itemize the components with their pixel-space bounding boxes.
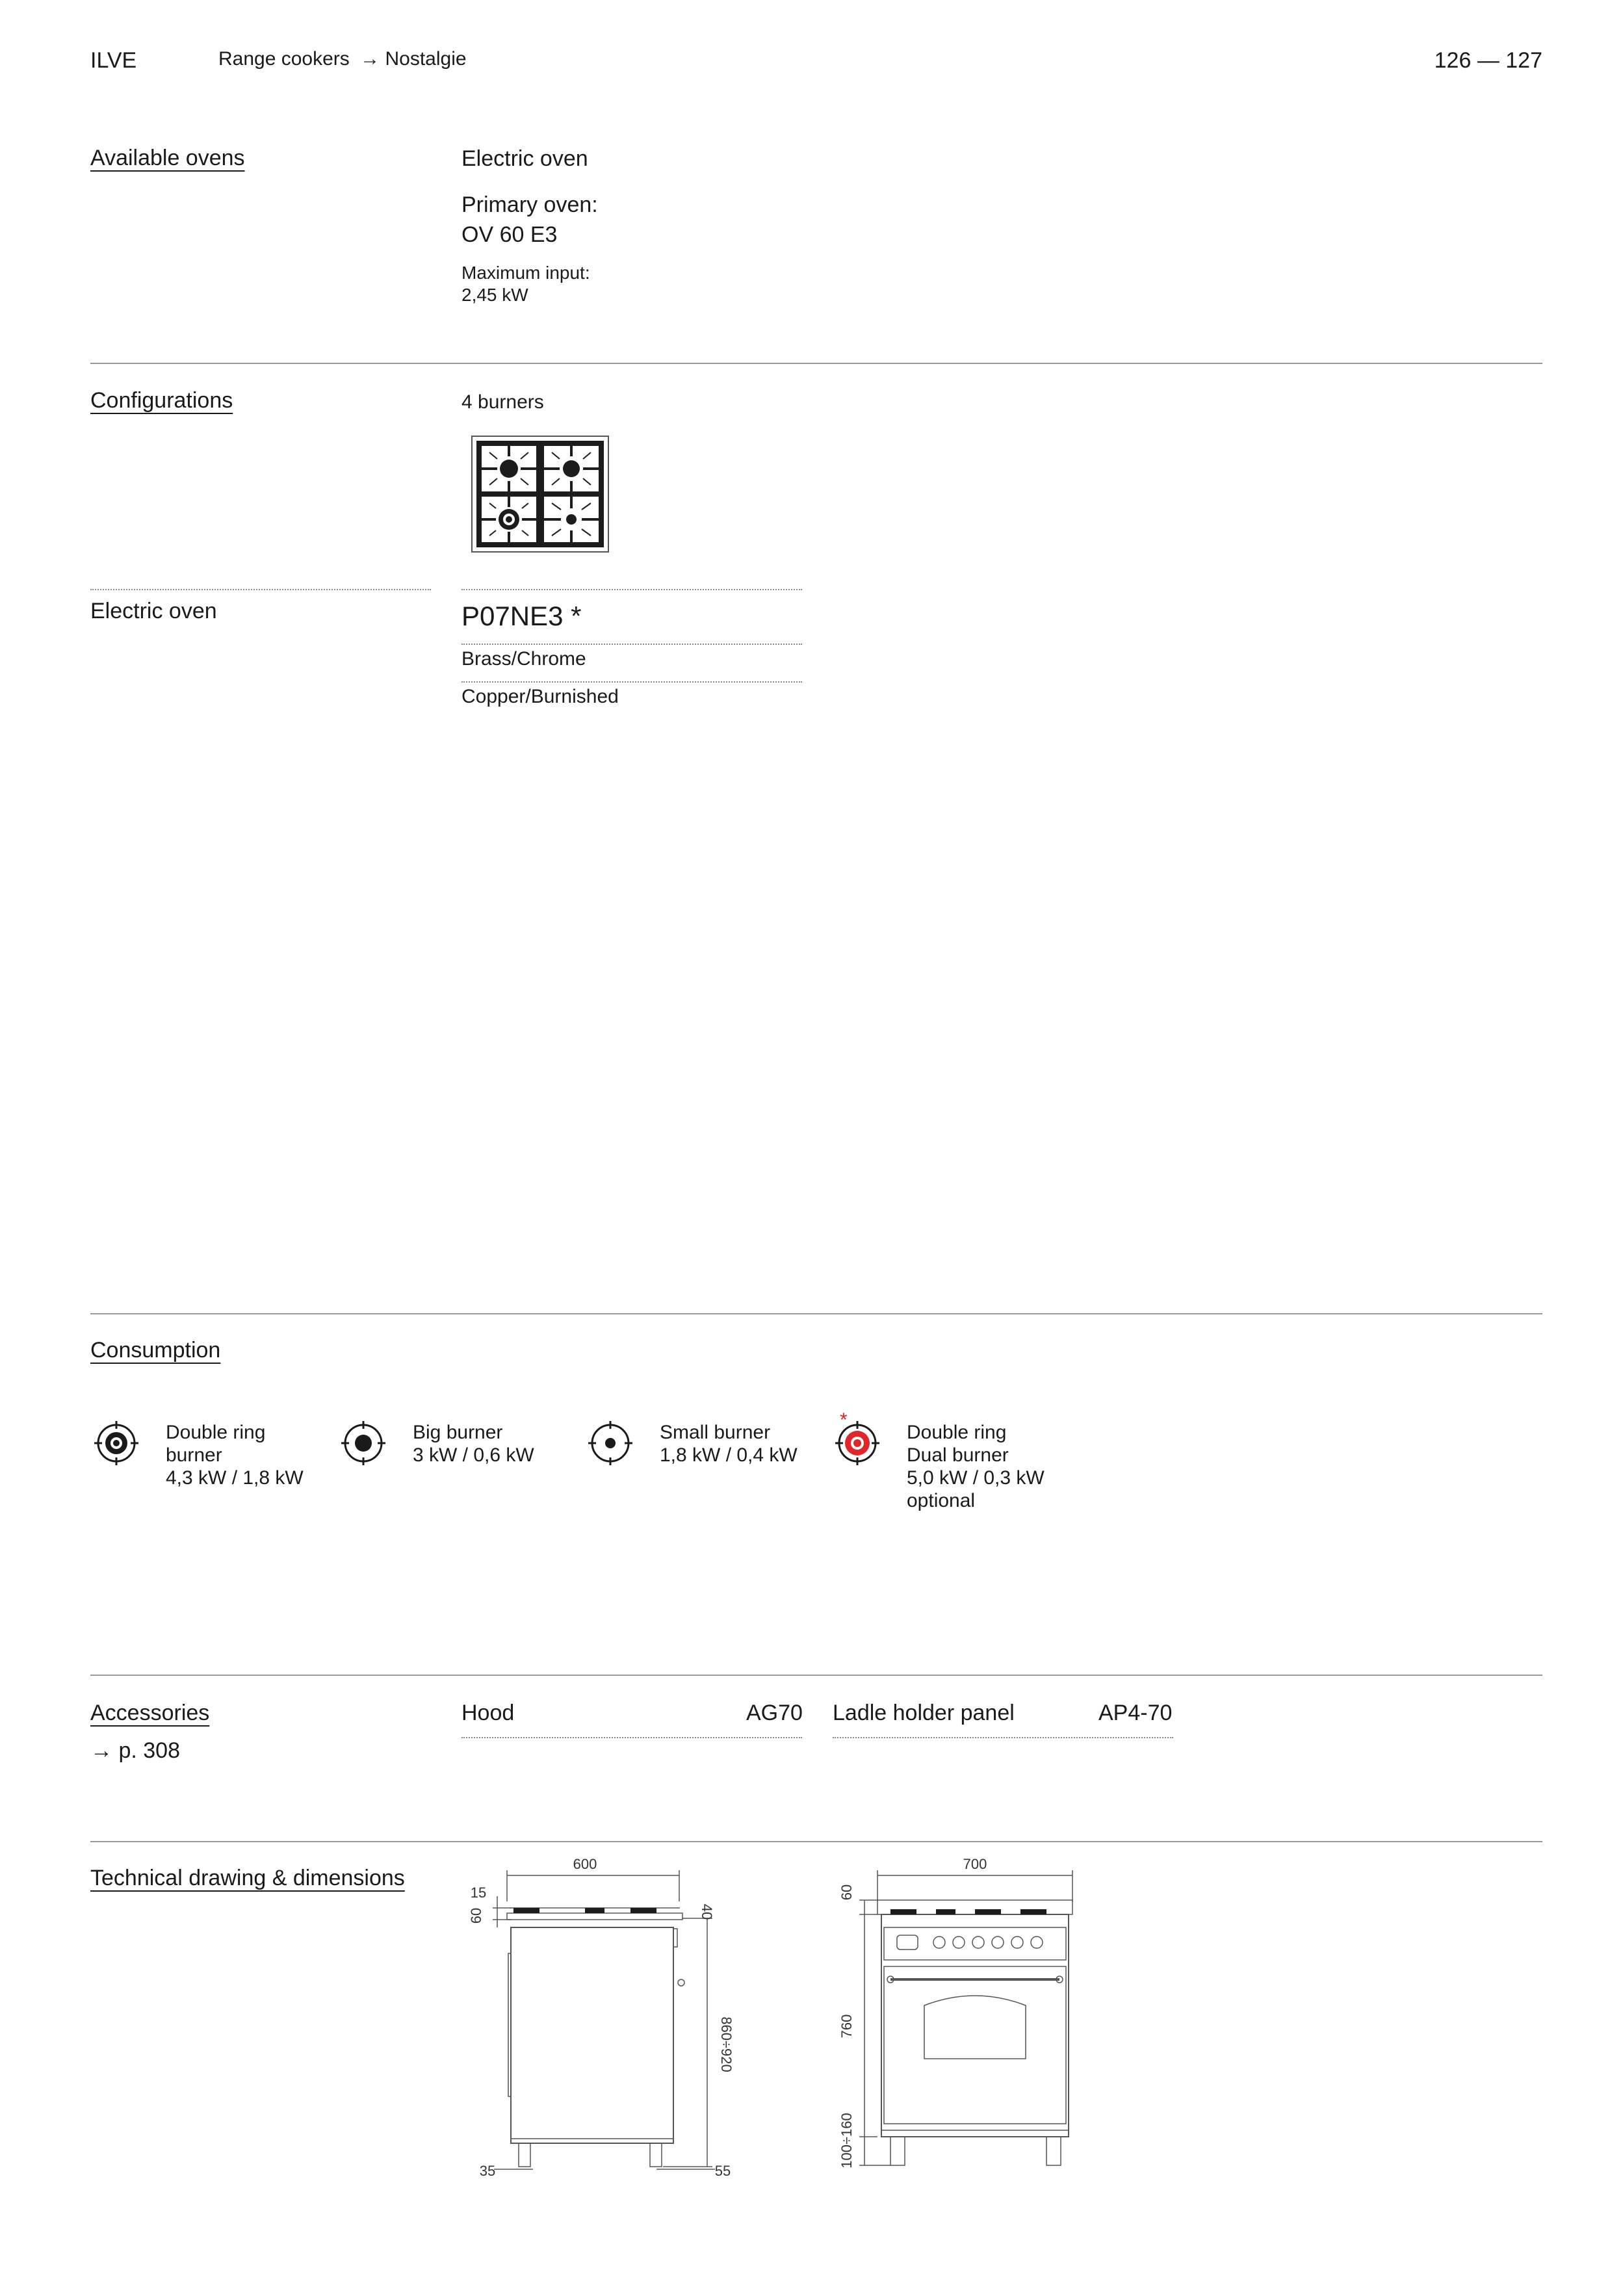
available-ovens-label: Available ovens xyxy=(90,146,245,170)
consumption-text: Small burner 1,8 kW / 0,4 kW xyxy=(660,1422,798,1466)
consumption-item xyxy=(831,1409,1045,1511)
small-burner-icon xyxy=(584,1417,636,1469)
page-numbers: 126 — 127 xyxy=(1434,48,1542,73)
consumption-label: Consumption xyxy=(90,1338,221,1363)
accessory-code: AP4-70 xyxy=(1098,1701,1173,1725)
primary-oven-model: OV 60 E3 xyxy=(461,222,558,247)
consumption-text: Double ring burner 4,3 kW / 1,8 kW xyxy=(166,1422,304,1489)
divider xyxy=(461,589,802,590)
dimension-label: 860÷920 xyxy=(718,2016,734,2072)
accessories-label: Accessories xyxy=(90,1701,210,1725)
accessory-code: AG70 xyxy=(746,1701,803,1725)
front-view-drawing xyxy=(825,1856,1085,2194)
configurations-label: Configurations xyxy=(90,388,233,413)
divider xyxy=(461,1737,802,1738)
breadcrumb-page[interactable]: Nostalgie xyxy=(385,48,467,70)
divider xyxy=(90,589,431,590)
max-input-value: 2,45 kW xyxy=(461,285,528,305)
double-ring-burner-icon xyxy=(90,1417,142,1469)
dimension-label: 600 xyxy=(573,1856,597,1872)
primary-oven-label: Primary oven: xyxy=(461,192,598,217)
dimension-label: 60 xyxy=(838,1884,855,1901)
divider xyxy=(461,644,802,645)
dimension-label: 35 xyxy=(479,2163,496,2179)
consumption-item xyxy=(90,1417,304,1489)
consumption-text: Double ring Dual burner 5,0 kW / 0,3 kW optional xyxy=(907,1422,1045,1511)
divider xyxy=(90,1841,1542,1842)
accessory-name: Hood xyxy=(461,1701,515,1725)
optional-asterisk: * xyxy=(840,1409,848,1431)
model-code: P07NE3 * xyxy=(461,601,582,631)
finish-option: Copper/Burnished xyxy=(461,686,619,707)
dimension-label: 15 xyxy=(470,1885,487,1901)
accessories-page-link[interactable]: → p. 308 xyxy=(90,1738,180,1763)
finish-option: Brass/Chrome xyxy=(461,648,586,670)
dimension-label: 40 xyxy=(699,1903,715,1920)
divider xyxy=(833,1737,1173,1738)
hob-label: 4 burners xyxy=(461,391,544,413)
consumption-text: Big burner 3 kW / 0,6 kW xyxy=(413,1422,534,1466)
breadcrumb xyxy=(218,48,467,70)
dual-burner-icon xyxy=(831,1417,883,1469)
consumption-item xyxy=(337,1417,534,1469)
oven-type: Electric oven xyxy=(461,146,588,171)
divider xyxy=(90,363,1542,364)
4-burner-hob-icon xyxy=(471,436,609,553)
divider xyxy=(90,1313,1542,1314)
side-view-drawing xyxy=(455,1856,741,2194)
brand: ILVE xyxy=(90,48,137,73)
dimension-label: 760 xyxy=(838,2014,855,2039)
breadcrumb-section[interactable]: Range cookers xyxy=(218,48,350,70)
dimension-label: 55 xyxy=(714,2163,731,2179)
max-input-label: Maximum input: xyxy=(461,263,590,283)
accessory-name: Ladle holder panel xyxy=(833,1701,1015,1725)
breadcrumb-arrow: → xyxy=(360,48,380,70)
dimension-label: 700 xyxy=(963,1856,987,1872)
big-burner-icon xyxy=(337,1417,389,1469)
oven-configuration-label: Electric oven xyxy=(90,599,217,623)
divider xyxy=(461,681,802,683)
dimension-label: 60 xyxy=(468,1907,484,1924)
divider xyxy=(90,1675,1542,1676)
technical-drawing-label: Technical drawing & dimensions xyxy=(90,1866,405,1890)
consumption-item xyxy=(584,1417,798,1469)
dimension-label: 100÷160 xyxy=(838,2113,855,2169)
